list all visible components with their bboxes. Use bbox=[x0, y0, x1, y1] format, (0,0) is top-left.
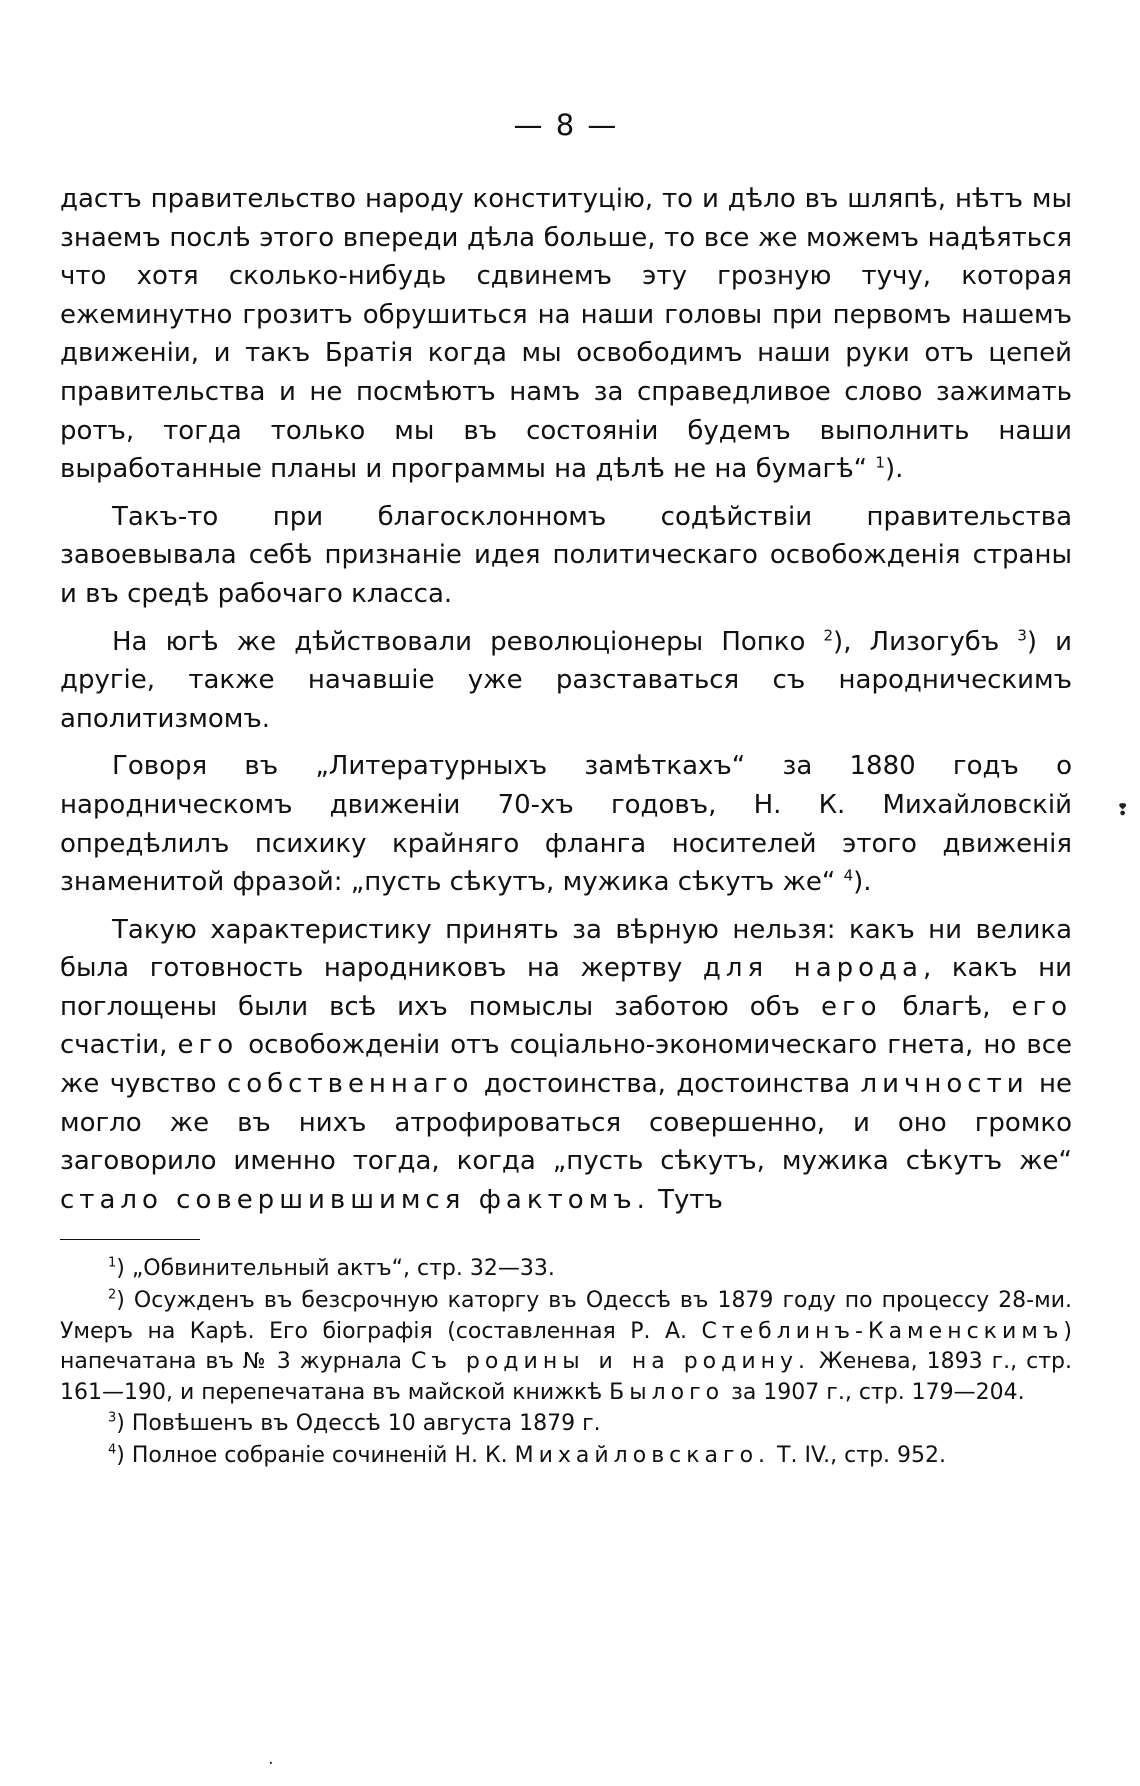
footnote-4: $^4$) Полное собраніе сочиненій Н. К. Михайловскаго. Т. IV., стр. 952. bbox=[108, 1442, 946, 1468]
paragraph-1: дастъ правительство народу конституцію, то и дѣло въ шляпѣ, нѣтъ мы знаемъ послѣ этого впереди дѣла больше, то все же можемъ надѣяться что хотя сколько-нибудь сдвинемъ эту грозную тучу, которая ежеминутно грозитъ обрушиться на наши головы при первомъ нашемъ движеніи, и такъ Братія когда мы освободимъ наши руки отъ цепей правительства и не посмѣютъ намъ за справедливое слово зажимать ротъ, тогда только мы въ состояніи будемъ выполнить наши выработанные планы и программы на дѣлѣ не на бумагѣ“ $^1$). bbox=[60, 184, 1072, 485]
paragraph-2: Такъ-то при благосклонномъ содѣйствіи правительства завоевывала себѣ признаніе идея политическаго освобожденія страны и въ средѣ рабочаго класса. bbox=[60, 501, 1072, 609]
footnote-divider bbox=[60, 1239, 200, 1240]
margin-mark-icon: ❢ bbox=[1116, 800, 1130, 819]
footnote-2: $^2$) Осужденъ въ безсрочную каторгу въ Одессѣ въ 1879 году по процессу 28-ми. Умеръ на Карѣ. Его біографія (составленная Р. А. Стеблинъ-Каменскимъ) напечатана въ № 3 журнала Съ родины и на родину. Женева, 1893 г., стр. 161—190, и перепечатана въ майской книжкѣ Былого за 1907 г., стр. 179—204. bbox=[60, 1287, 1072, 1405]
footnotes bbox=[60, 1254, 1072, 1471]
footnote-ref-4[interactable]: 4 bbox=[843, 866, 854, 885]
bottom-dot: . bbox=[268, 1748, 274, 1769]
spaced-emphasis-for-people: для народа bbox=[702, 953, 923, 984]
book-page bbox=[60, 108, 1072, 1748]
footnote-ref-2[interactable]: 2 bbox=[823, 625, 834, 644]
footnote-1: $^1$) „Обвинительный актъ“, стр. 32—33. bbox=[108, 1256, 555, 1282]
footnote-ref-3[interactable]: 3 bbox=[1017, 625, 1027, 644]
paragraph-5: Такую характеристику принять за вѣрную нельзя: какъ ни велика была готовность народниковъ на жертву для народа, какъ ни поглощены были всѣ ихъ помыслы заботою объ его благѣ, его счастіи, его освобожденіи отъ соціально-экономическаго гнета, но все же чувство собственнаго достоинства, достоинства личности не могло же въ нихъ атрофироваться совершенно, и оно громко заговорило именно тогда, когда „пусть сѣкутъ, мужика сѣкутъ же“ стало совершившимся фактомъ. Тутъ bbox=[60, 914, 1072, 1215]
paragraph-3: На югѣ же дѣйствовали революціонеры Попко $^2$), Лизогубъ $^3$) и другіе, также начавшіе уже разставаться съ народническимъ аполитизмомъ. bbox=[60, 625, 1072, 734]
footnote-ref-1[interactable]: 1 bbox=[875, 453, 885, 472]
paragraph-4: Говоря въ „Литературныхъ замѣткахъ“ за 1880 годъ о народническомъ движеніи 70-хъ годовъ, Н. К. Михайловскій опредѣлилъ психику крайняго фланга носителей этого движенія знаменитой фразой: „пусть сѣкутъ, мужика сѣкутъ же“ $^4$). bbox=[60, 751, 1072, 898]
footnote-3: $^3$) Повѣшенъ въ Одессѣ 10 августа 1879 г. bbox=[108, 1411, 601, 1437]
body-text bbox=[60, 180, 1072, 1219]
page-number: — 8 — bbox=[513, 108, 619, 142]
